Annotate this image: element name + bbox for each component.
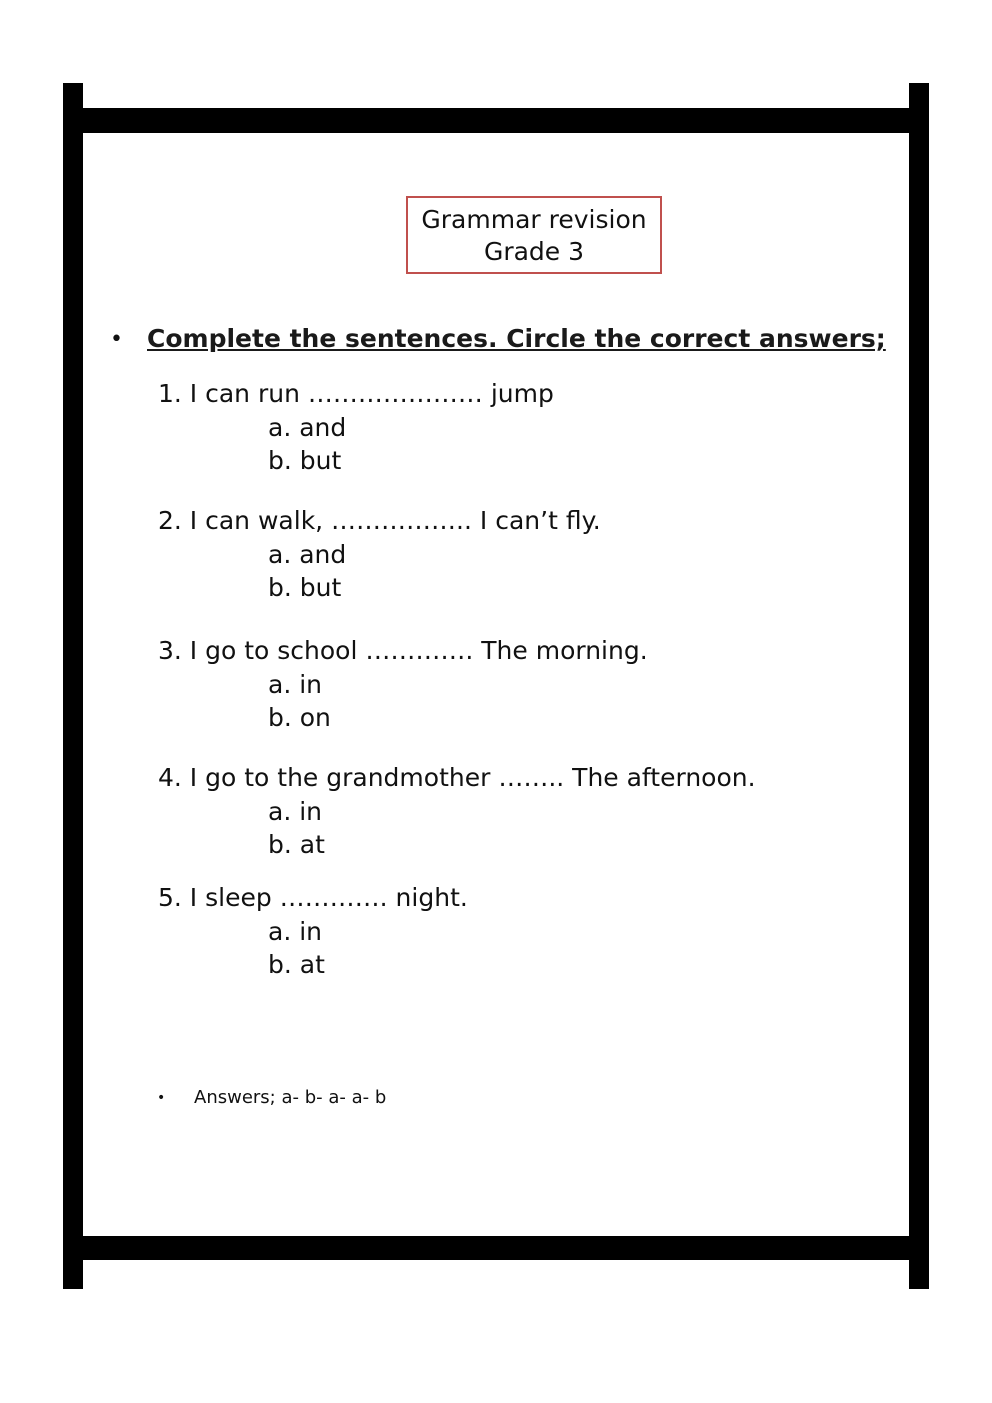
answers-text: Answers; a- b- a- a- b	[194, 1087, 387, 1108]
question-3-option-a[interactable]: a. in	[268, 670, 323, 699]
title-line-2: Grade 3	[483, 237, 585, 266]
question-2: 2. I can walk, …………….. I can’t fly.	[158, 506, 601, 535]
title-line-1: Grammar revision	[421, 205, 647, 234]
frame-left-bar	[63, 83, 83, 1289]
question-5-option-b[interactable]: b. at	[268, 950, 325, 979]
instruction-text: Complete the sentences. Circle the correct answers;	[147, 324, 886, 353]
title-box	[406, 196, 662, 274]
question-3: 3. I go to school …………. The morning.	[158, 636, 648, 665]
question-2-option-b[interactable]: b. but	[268, 573, 342, 602]
question-1-option-a[interactable]: a. and	[268, 413, 347, 442]
question-5: 5. I sleep …………. night.	[158, 883, 468, 912]
question-4-option-a[interactable]: a. in	[268, 797, 323, 826]
question-5-option-a[interactable]: a. in	[268, 917, 323, 946]
question-1: 1. I can run ………………… jump	[158, 379, 554, 408]
frame-right-bar	[909, 83, 929, 1289]
frame-bottom-bar	[63, 1236, 929, 1260]
question-4: 4. I go to the grandmother …….. The afternoon.	[158, 763, 756, 792]
question-1-option-b[interactable]: b. but	[268, 446, 342, 475]
answers-bullet: •	[157, 1090, 166, 1106]
question-4-option-b[interactable]: b. at	[268, 830, 325, 859]
question-3-option-b[interactable]: b. on	[268, 703, 331, 732]
instruction-bullet: •	[110, 327, 123, 352]
question-2-option-a[interactable]: a. and	[268, 540, 347, 569]
frame-top-bar	[63, 108, 929, 133]
